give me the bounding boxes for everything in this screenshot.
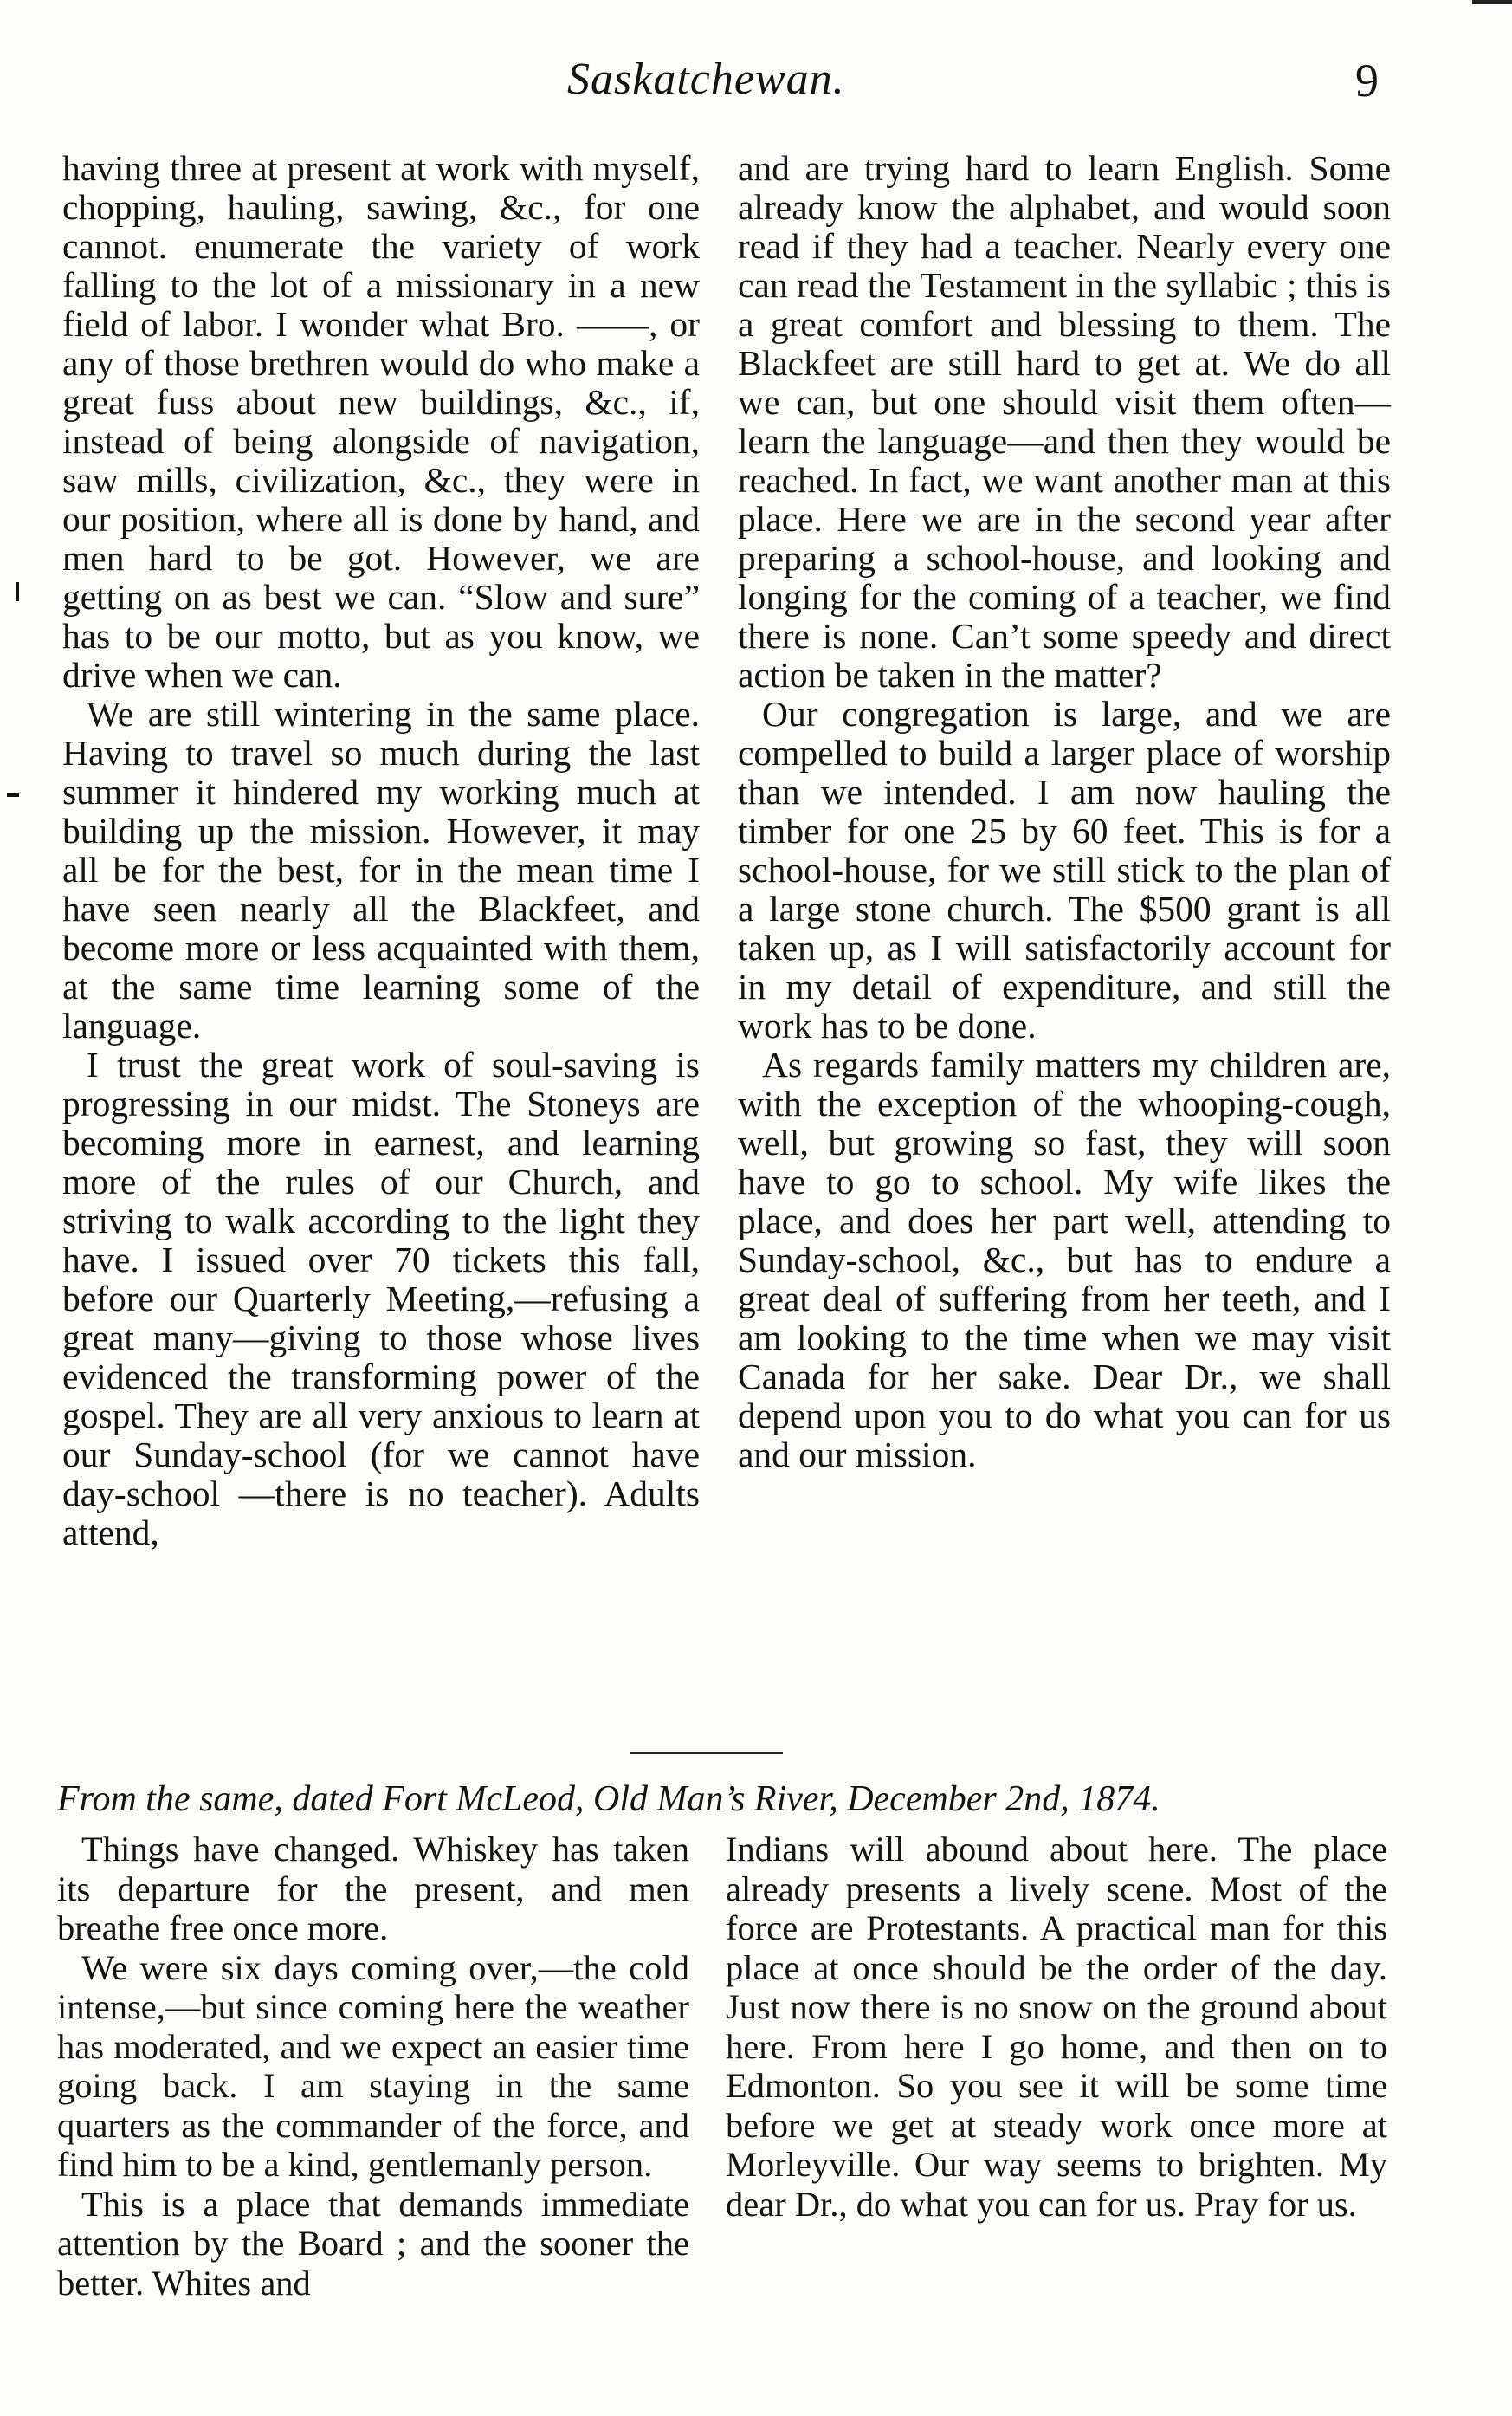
corner-rule [1472,0,1512,4]
paragraph: and are trying hard to learn English. Some already know the alphabet, and would soon read if they had a teacher. Nearly every one can read the Testament in the syllabic ; this is a great comfort and blessing to them. The Blackfeet are still hard to get at. We do all we can, but one should visit them often—learn the language—and then they would be reached. In fact, we want another man at this place. Here we are in the second year after preparing a school-house, and looking and longing for the coming of a teacher, we find there is none. Can’t some speedy and direct action be taken in the matter? [738,148,1391,695]
column-top-right [738,149,1391,1474]
paragraph: Things have changed. Whiskey has taken its departure for the present, and men breathe free once more. [57,1830,689,1947]
paragraph: Indians will abound about here. The place already presents a lively scene. Most of the force are Protestants. A practical man for this place at once should be the order of the day. Just now there is no snow on the ground about here. From here I go home, and then on to Edmonton. So you see it will be some time before we get at steady work once more at Morleyville. Our way seems to brighten. My dear Dr., do what you can for us. Pray for us. [726,1830,1387,2224]
running-header: Saskatchewan. [567,55,845,104]
column-top-left [62,149,700,1552]
margin-mark [7,793,19,797]
paragraph: As regards family matters my children are, with the exception of the whooping-cough, well, but growing so fast, they will soon have to go to school. My wife likes the place, and does her part well, attending to Sunday-school, &c., but has to endure a great deal of suffering from her teeth, and I am looking to the time when we may visit Canada for her sake. Dear Dr., we shall depend upon you to do what you can for us and our mission. [738,1045,1391,1474]
margin-mark [16,582,19,601]
column-bottom-right [726,1830,1387,2224]
page-number: 9 [1355,55,1379,107]
column-bottom-left [57,1830,689,2303]
paragraph: We were six days coming over,—the cold intense,—but since coming here the weather has moderated, and we expect an easier time going back. I am staying in the same quarters as the commander of the force, and find him to be a kind, gentlemanly person. [57,1947,689,2184]
paragraph: I trust the great work of soul-saving is progressing in our midst. The Stoneys are becoming more in earnest, and learning more of the rules of our Church, and striving to walk according to the light they have. I issued over 70 tickets this fall, before our Quarterly Meeting,—refusing a great many—giving to those whose lives evidenced the transforming power of the gospel. They are all very anxious to learn at our Sunday-school (for we cannot have day-school —there is no teacher). Adults attend, [62,1045,700,1552]
letter-dateline: From the same, dated Fort McLeod, Old Man’s River, December 2nd, 1874. [57,1779,1160,1819]
paragraph: We are still wintering in the same place. Having to travel so much during the last summer it hindered my working much at building up the mission. However, it may all be for the best, for in the mean time I have seen nearly all the Blackfeet, and become more or less acquainted with them, at the same time learning some of the language. [62,694,700,1046]
section-divider [630,1752,783,1754]
paragraph: Our congregation is large, and we are compelled to build a larger place of worship than we intended. I am now hauling the timber for one 25 by 60 feet. This is for a school-house, for we still stick to the plan of a large stone church. The $500 grant is all taken up, as I will satisfactorily account for in my detail of expenditure, and still the work has to be done. [738,694,1391,1046]
paragraph: This is a place that demands immediate attention by the Board ; and the sooner the better. Whites and [57,2184,689,2303]
paragraph: having three at present at work with myself, chopping, hauling, sawing, &c., for one cannot. enumerate the variety of work falling to the lot of a missionary in a new field of labor. I wonder what Bro. ——, or any of those brethren would do who make a great fuss about new buildings, &c., if, instead of being alongside of navigation, saw mills, civilization, &c., they were in our position, where all is done by hand, and men hard to be got. However, we are getting on as best we can. “Slow and sure” has to be our motto, but as you know, we drive when we can. [62,148,700,695]
